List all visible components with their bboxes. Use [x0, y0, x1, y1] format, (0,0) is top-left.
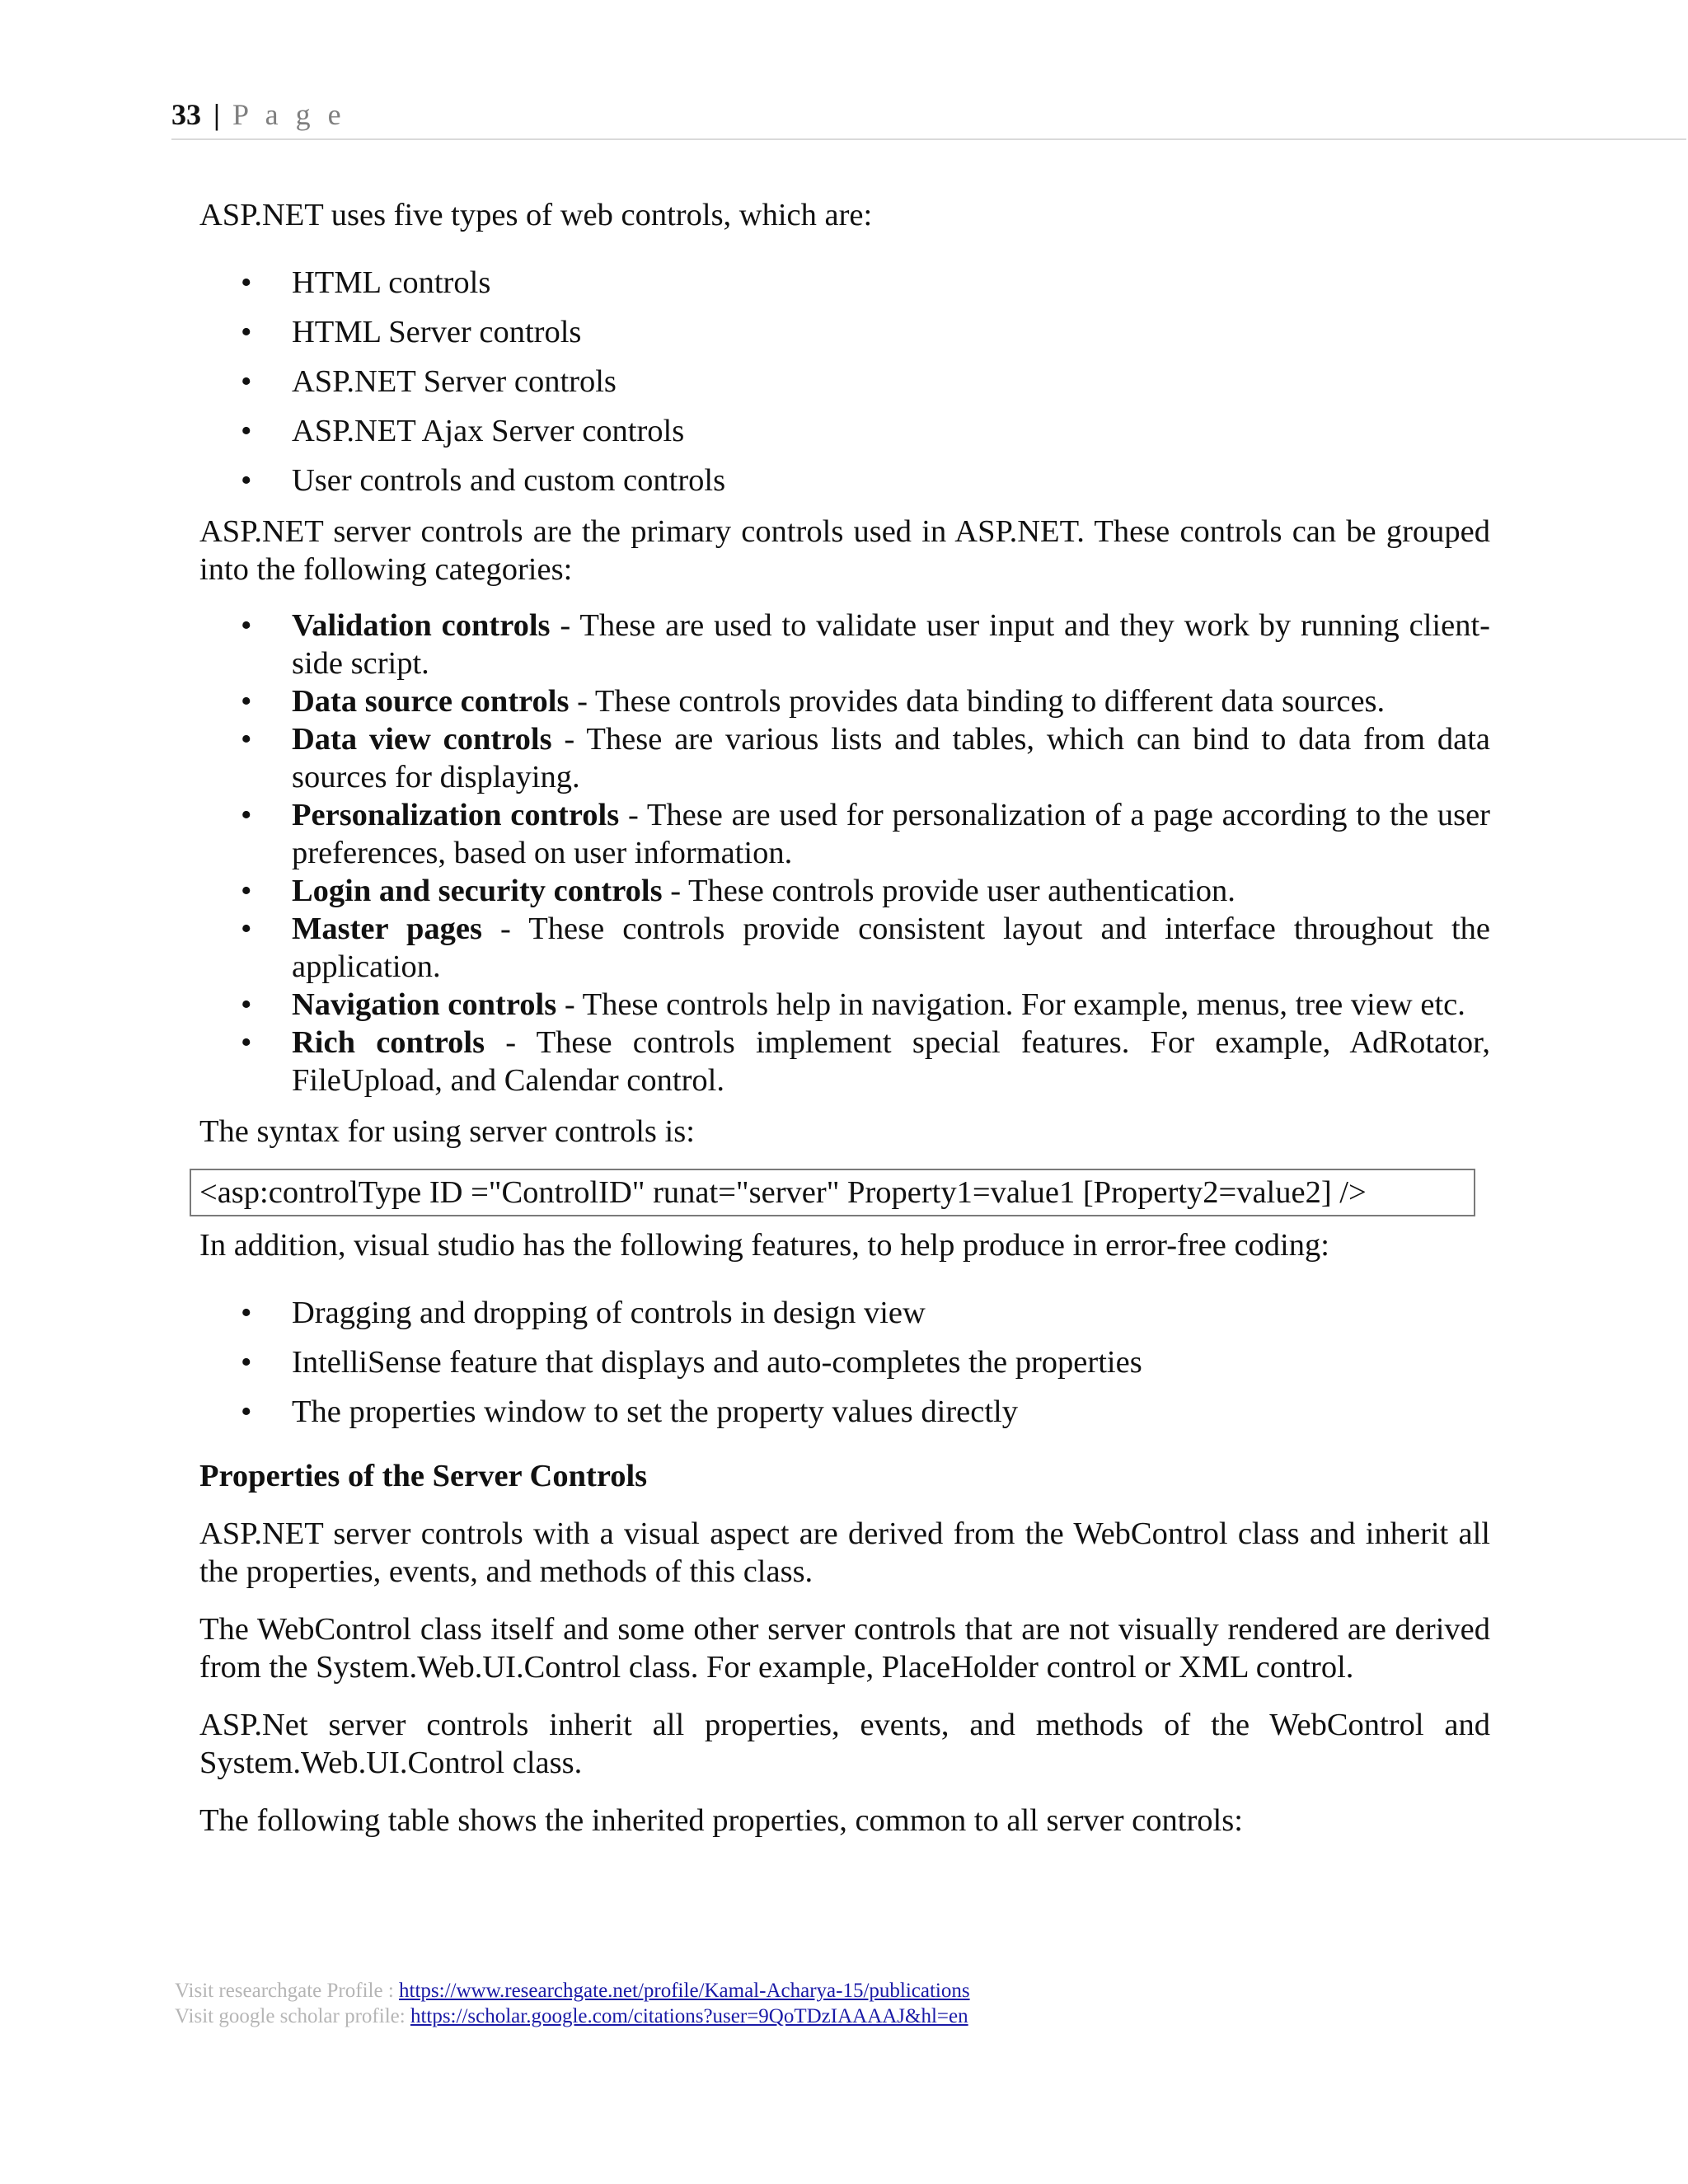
categories-intro-paragraph: ASP.NET server controls are the primary controls used in ASP.NET. These controls can be grouped into the following categories: — [199, 514, 1490, 587]
category-term: Login and security controls — [292, 874, 663, 908]
page-header — [171, 97, 1686, 140]
category-term: Data view controls — [292, 722, 552, 757]
list-item: • ASP.NET Ajax Server controls — [199, 412, 1490, 450]
researchgate-line — [175, 1978, 970, 2004]
category-description: - These are various lists and tables, which can bind to data from data sources for displaying. — [292, 722, 1491, 794]
list-item — [199, 1024, 1490, 1099]
list-item: • IntelliSense feature that displays and auto-completes the properties — [199, 1343, 1490, 1381]
section-heading: Properties of the Server Controls — [199, 1459, 648, 1493]
category-description: - These are used to validate user input and they work by running client-side script. — [292, 608, 1490, 681]
page-footer — [175, 1978, 970, 2029]
scholar-link[interactable]: https://scholar.google.com/citations?user=9QoTDzIAAAAJ&hl=en — [410, 2005, 968, 2027]
list-item: • Dragging and dropping of controls in design view — [199, 1294, 1490, 1332]
list-item: • HTML controls — [199, 264, 1490, 302]
list-item: • User controls and custom controls — [199, 462, 1490, 499]
page-content — [199, 196, 1490, 1840]
list-item — [199, 720, 1490, 796]
category-term: Master pages — [292, 912, 482, 946]
vs-intro-paragraph: In addition, visual studio has the following features, to help produce in error-free coding: — [199, 1228, 1329, 1263]
scholar-line — [175, 2004, 970, 2029]
list-item — [199, 682, 1490, 720]
list-item: • HTML Server controls — [199, 313, 1490, 351]
body-paragraph: ASP.NET server controls with a visual aspect are derived from the WebControl class and inherit all the properties, events, and methods of this class. — [199, 1516, 1490, 1589]
intro-paragraph: ASP.NET uses five types of web controls, which are: — [199, 198, 873, 232]
list-item — [199, 607, 1490, 682]
category-term: Validation controls — [292, 608, 551, 643]
page-number: 33 — [171, 98, 201, 131]
researchgate-link[interactable]: https://www.researchgate.net/profile/Kamal-Acharya-15/publications — [399, 1980, 970, 2002]
page-separator: | — [213, 98, 220, 131]
category-description: - These controls provides data binding to different data sources. — [569, 684, 1386, 719]
page-label: P a g e — [232, 98, 346, 131]
researchgate-label: Visit researchgate Profile : — [175, 1980, 400, 2002]
list-item — [199, 872, 1490, 910]
body-paragraph: The WebControl class itself and some other server controls that are not visually rendered are derived from the System.Web.UI.Control class. For example, PlaceHolder control or XML control. — [199, 1612, 1490, 1685]
category-term: Personalization controls — [292, 798, 620, 832]
list-item — [199, 796, 1490, 872]
body-paragraph: ASP.Net server controls inherit all properties, events, and methods of the WebControl and System.Web.UI.Control class. — [199, 1708, 1490, 1780]
list-item — [199, 986, 1490, 1024]
category-description: - These controls implement special features. For example, AdRotator, FileUpload, and Calendar control. — [292, 1025, 1490, 1098]
categories-list — [199, 607, 1490, 1099]
list-item — [199, 910, 1490, 986]
control-types-list — [199, 264, 1490, 499]
category-description: - These are used for personalization of a page according to the user preferences, based on user information. — [292, 798, 1490, 870]
category-term: Data source controls — [292, 684, 570, 719]
scholar-label: Visit google scholar profile: — [175, 2005, 410, 2027]
category-description: - These controls provide user authentication. — [662, 874, 1236, 908]
syntax-intro-paragraph: The syntax for using server controls is: — [199, 1114, 695, 1149]
category-description: - These controls provide consistent layout and interface throughout the application. — [292, 912, 1490, 984]
vs-features-list — [199, 1294, 1490, 1431]
body-paragraph: The following table shows the inherited properties, common to all server controls: — [199, 1803, 1243, 1838]
syntax-code-box: <asp:controlType ID ="ControlID" runat="server" Property1=value1 [Property2=value2] /> — [190, 1169, 1475, 1216]
category-term: Navigation controls — [292, 987, 557, 1022]
list-item: • ASP.NET Server controls — [199, 363, 1490, 401]
category-description: - These controls help in navigation. For example, menus, tree view etc. — [556, 987, 1465, 1022]
category-term: Rich controls — [292, 1025, 485, 1060]
list-item: • The properties window to set the property values directly — [199, 1393, 1490, 1431]
